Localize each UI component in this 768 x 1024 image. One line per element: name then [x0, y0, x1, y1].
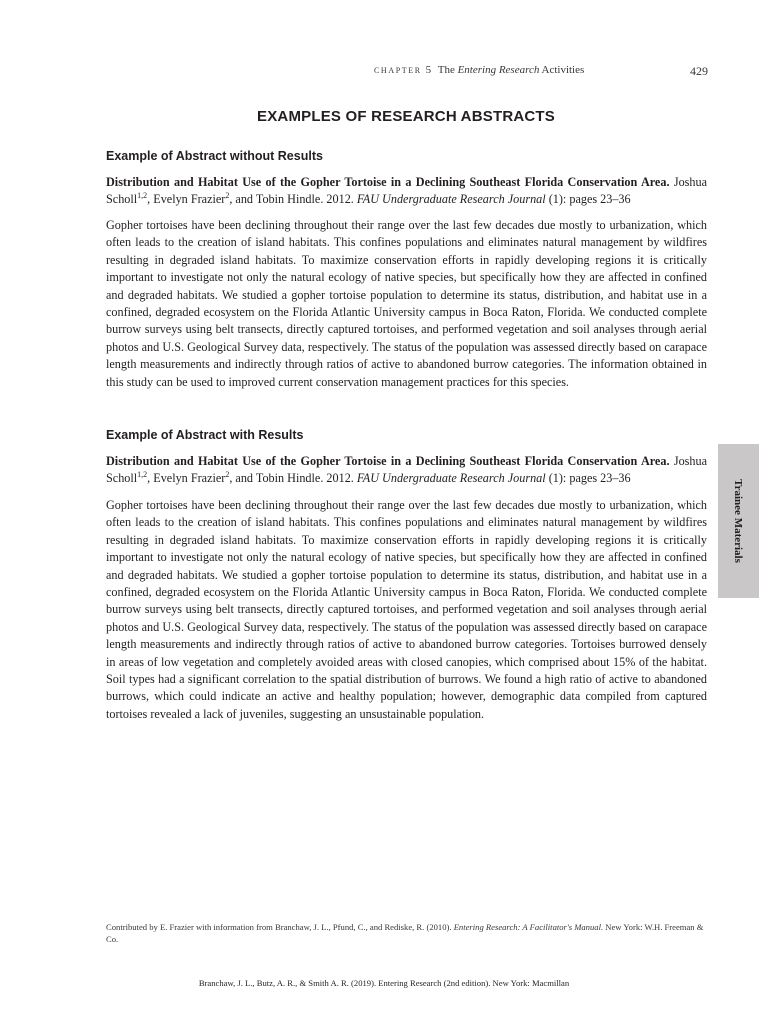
citation-journal: FAU Undergraduate Research Journal [356, 192, 546, 207]
running-head-chapter [374, 64, 584, 76]
page-credit: Branchaw, J. L., Butz, A. R., & Smith A. R. (2019). Entering Research (2nd edition). New York: Macmillan [198, 978, 570, 988]
side-tab-label: Trainee Materials [732, 479, 744, 563]
footnote-prefix: Contributed by E. Frazier with information from Branchaw, J. L., Pfund, C., and Rediske, R. (2010). [106, 922, 452, 932]
abstract-without-results: Gopher tortoises have been declining throughout their range over the last few decades due mostly to urbanization, which often leads to the creation of island habitats. This confines populations and eliminates natural management by wildfires resulting in degraded island habitats. To maximize conservation efforts in rapidly developing regions it is critically important to investigate not only the natural ecology of native species, but specifically how they are affected in confined and degraded habitats. We studied a gopher tortoise population to determine its status, distribution, and habitat use in a confined, degraded ecosystem on the Florida Atlantic University campus in Boca Raton, Florida. We conducted complete burrow surveys using belt transects, directly captured tortoises, and performed vegetation and soil analyses through aerial photos and U.S. Geological Survey data, respectively. The status of the population was assessed directly based on carapace length measurements and indirectly through ratios of active to abandoned burrow categories. The information obtained in this study can be used to improved current conservation management practices for this species. [106, 218, 707, 389]
chapter-label: CHAPTER [374, 66, 422, 75]
citation-without-results [106, 174, 707, 209]
citation-pages: (1): pages 23–36 [548, 471, 631, 486]
footnote-suffix: New York: W.H. Freeman & Co. [106, 922, 704, 944]
citation-journal: FAU Undergraduate Research Journal [356, 471, 546, 486]
citation-title: Distribution and Habitat Use of the Gopher Tortoise in a Declining Southeast Florida Conservation Area. [106, 175, 670, 189]
citation-rest: , and Tobin Hindle. 2012. [229, 192, 354, 207]
chapter-number: 5 [425, 64, 432, 76]
citation-with-results [106, 453, 707, 488]
section-heading-with-results: Example of Abstract with Results [106, 428, 304, 442]
footnote [106, 921, 706, 945]
citation-author-2-affil: 2 [225, 470, 230, 480]
citation-author-1-affil: 1,2 [137, 191, 148, 201]
page-number: 429 [690, 64, 708, 78]
section-heading-without-results: Example of Abstract without Results [106, 149, 323, 163]
running-head-suffix: Activities [541, 64, 585, 76]
running-head [300, 64, 708, 80]
citation-pages: (1): pages 23–36 [548, 192, 631, 207]
citation-rest: , and Tobin Hindle. 2012. [229, 471, 354, 486]
running-head-prefix: The [437, 64, 455, 76]
side-tab [718, 444, 759, 598]
citation-author-2: , Evelyn Frazier [147, 192, 226, 207]
citation-author-1-affil: 1,2 [137, 470, 148, 480]
citation-author-1: Joshua Scholl [106, 175, 708, 207]
citation-title: Distribution and Habitat Use of the Gopher Tortoise in a Declining Southeast Florida Conservation Area. [106, 454, 670, 468]
citation-author-2-affil: 2 [225, 191, 230, 201]
citation-author-1: Joshua Scholl [106, 454, 708, 486]
abstract-with-results: Gopher tortoises have been declining throughout their range over the last few decades due mostly to urbanization, which often leads to the creation of island habitats. This confines populations and eliminates natural management by wildfires resulting in degraded island habitats. To maximize conservation efforts in rapidly developing regions it is critically important to investigate not only the natural ecology of native species, but specifically how they are affected in confined and degraded habitats. We studied a gopher tortoise population to determine its status, distribution, and habitat use in a confined, degraded ecosystem on the Florida Atlantic University campus in Boca Raton, Florida. We conducted complete burrow surveys using belt transects, directly captured tortoises, and performed vegetation and soil analyses through aerial photos and U.S. Geological Survey data, respectively. The status of the population was assessed directly based on carapace length measurements and indirectly through ratios of active to abandoned burrow categories. Tortoises burrowed densely in areas of low vegetation and completely avoided areas with closed canopies, which comprised about 15% of the habitat. Soil types had a significant correlation to the spatial distribution of burrows. We found a high ratio of active to abandoned burrows, which could indicate an active and healthy population; however, demographic data compiled from captured tortoises revealed a lack of juveniles, suggesting an unsustainable population. [106, 498, 707, 721]
page-title: EXAMPLES OF RESEARCH ABSTRACTS [257, 108, 555, 125]
footnote-italic: Entering Research: A Facilitator's Manual. [453, 922, 604, 932]
citation-author-2: , Evelyn Frazier [147, 471, 226, 486]
running-head-italic: Entering Research [457, 64, 540, 76]
